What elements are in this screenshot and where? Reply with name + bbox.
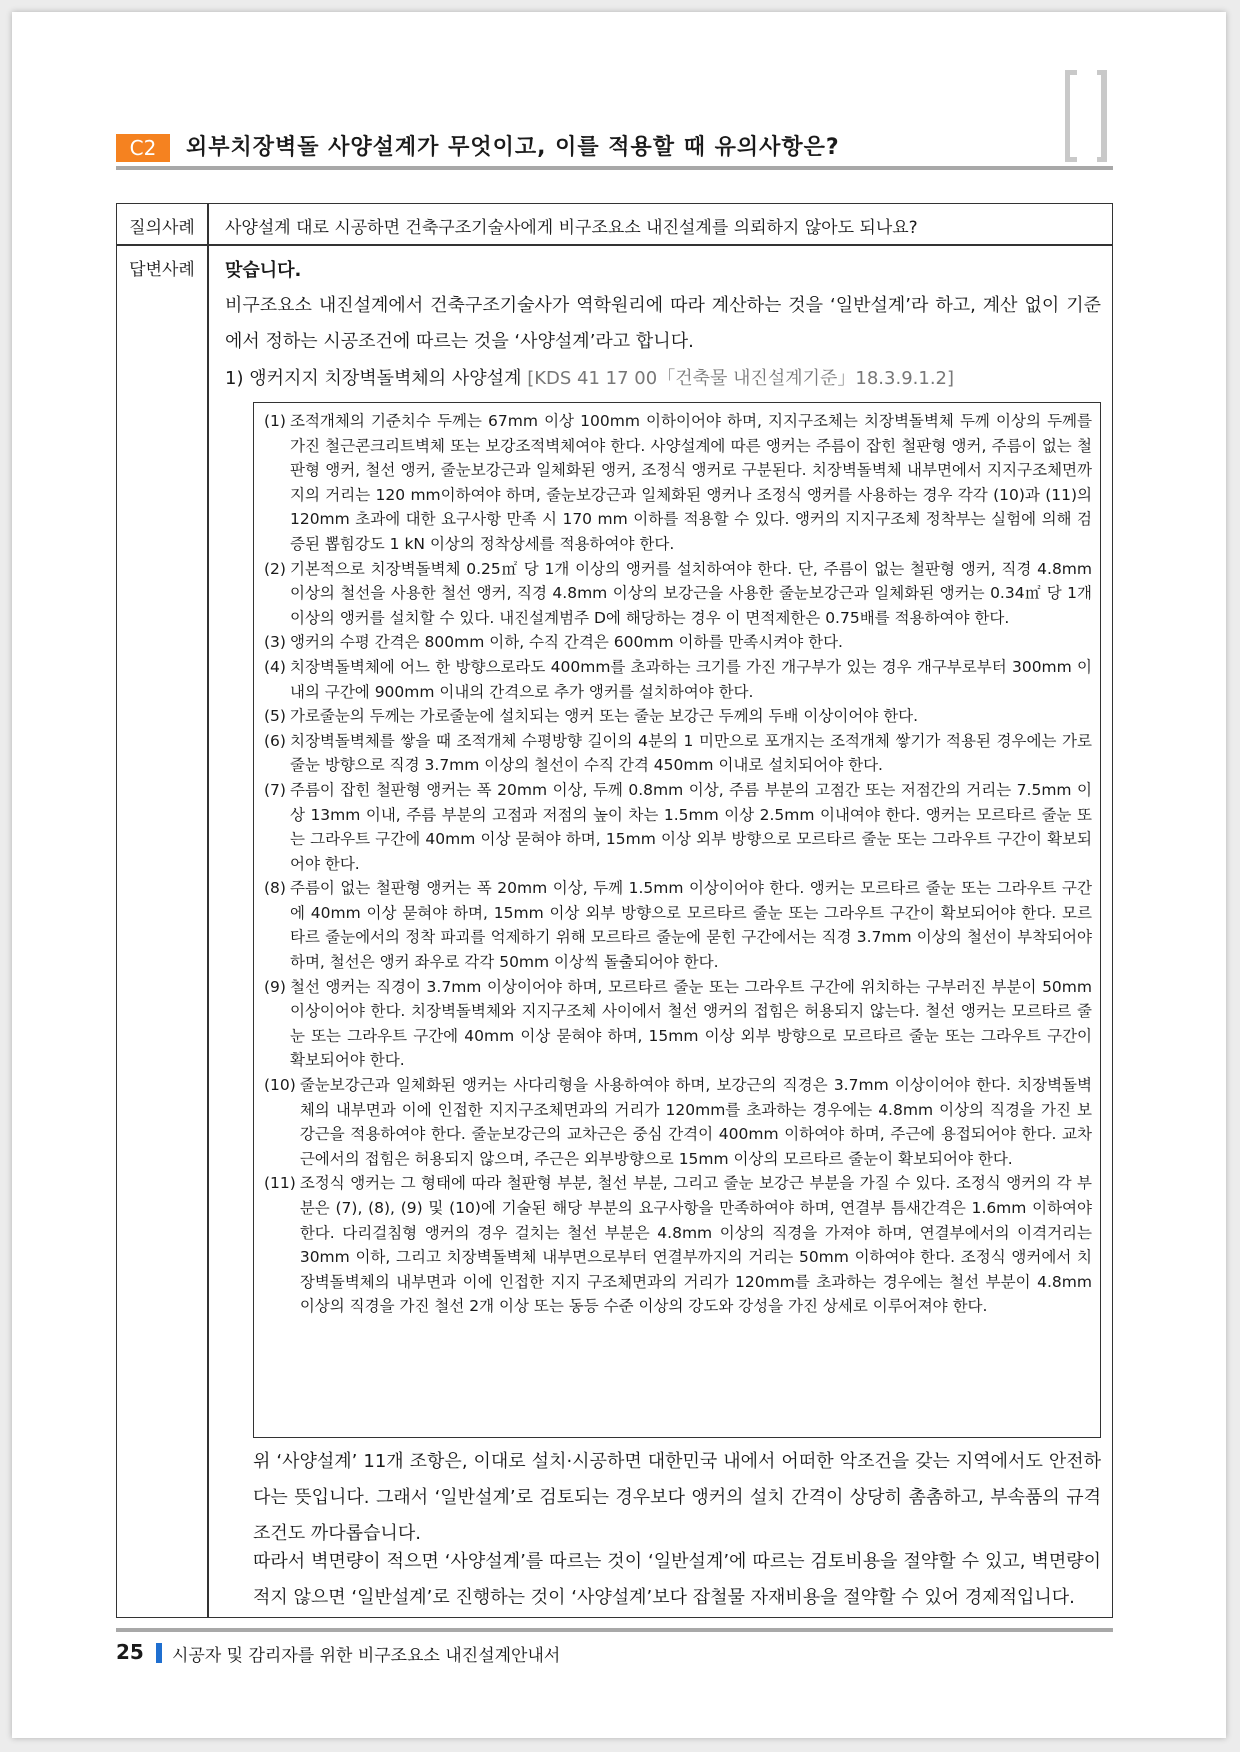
spec-item-text: 앵커의 수평 간격은 800mm 이하, 수직 간격은 600mm 이하를 만족시켜야 한다. [289,633,843,652]
spec-item [264,557,1092,631]
subsection-heading [225,364,954,390]
spec-item-text: 치장벽돌벽체를 쌓을 때 조적개체 수평방향 길이의 4분의 1 미만으로 포개지는 조적개체 쌓기가 적용된 경우에는 가로줄눈 방향으로 직경 3.7mm 이상의 철선이 수직 간격 450mm 이내로 설치되어야 한다. [289,731,1092,775]
spec-item-number: (2) [264,559,286,578]
spec-item-number: (8) [264,879,286,898]
spec-item-text: 기본적으로 치장벽돌벽체 0.25㎡ 당 1개 이상의 앵커를 설치하여야 한다. 단, 주름이 없는 철판형 앵커, 직경 4.8mm 이상의 철선을 사용한 철선 앵커, 직경 4.8mm 이상의 보강근을 사용한 줄눈보강근과 일체화된 앵커는 0.34㎡ 당 1개 이상의 앵커를 설치할 수 있다. 내진설계범주 D에 해당하는 경우 이 면적제한은 0.75배를 적용하여야 한다. [289,559,1092,627]
spec-item-text: 주름이 잡힌 철판형 앵커는 폭 20mm 이상, 두께 0.8mm 이상, 주름 부분의 고점간 또는 저점간의 거리는 7.5mm 이상 13mm 이내, 주름 부분의 고점과 저점의 높이 차는 1.5mm 이상 2.5mm 이내여야 한다. 앵커는 모르타르 줄눈 또는 그라우트 구간에 40mm 이상 묻혀야 하며, 15mm 이상 외부 방향으로 모르타르 줄눈 또는 그라우트 구간이 확보되어야 한다. [289,780,1092,873]
spec-item-number: (3) [264,633,286,652]
spec-item-number: (5) [264,707,286,726]
footer-divider [116,1628,1113,1632]
spec-item [264,975,1092,1073]
spec-item [264,876,1092,974]
spec-item [264,630,1092,655]
spec-item-text: 줄눈보강근과 일체화된 앵커는 사다리형을 사용하여야 하며, 보강근의 직경은 3.7mm 이상이어야 한다. 치장벽돌벽체의 내부면과 이에 인접한 지지구조체면과의 거리가 120mm를 초과하는 경우에는 4.8mm 이상의 직경을 가진 보강근을 적용하여야 한다. 줄눈보강근의 교차근은 중심 간격이 400mm 이하여야 하며, 주근에 용접되어야 한다. 교차근에서의 접힘은 허용되지 않으며, 주근은 외부방향으로 15mm 이상의 모르타르 줄눈이 확보되어야 한다. [299,1076,1092,1168]
answer-label: 답변사례 [129,260,195,280]
spec-item [264,704,1092,729]
subsection-title: 1) 앵커지지 치장벽돌벽체의 사양설계 [225,368,522,389]
question-label: 질의사례 [129,218,195,238]
footer-accent-bar [156,1643,162,1663]
spec-item-text: 철선 앵커는 직경이 3.7mm 이상이어야 하며, 모르타르 줄눈 또는 그라우트 구간에 위치하는 구부러진 부분이 50mm 이상이어야 한다. 치장벽돌벽체와 지지구조체 사이에서 철선 앵커의 접힘은 허용되지 않는다. 철선 앵커는 모르타르 줄눈 또는 그라우트 구간에 40mm 이상 묻혀야 하며, 15mm 이상 외부 방향으로 모르타르 줄눈 또는 그라우트 구간이 확보되어야 한다. [289,977,1092,1070]
spec-item [264,1073,1092,1171]
section-title: 외부치장벽돌 사양설계가 무엇이고, 이를 적용할 때 유의사항은? [186,135,840,160]
qa-table [116,203,1113,1618]
spec-item-text: 조적개체의 기준치수 두께는 67mm 이상 100mm 이하이어야 하며, 지지구조체는 치장벽돌벽체 두께 이상의 두께를 가진 철근콘크리트벽체 또는 보강조적벽체여야 한다. 사양설계에 따른 앵커는 주름이 잡힌 철판형 앵커, 주름이 없는 철판형 앵커, 철선 앵커, 줄눈보강근과 일체화된 앵커, 조정식 앵커로 구분된다. 치장벽돌벽체 내부면에서 지지구조체면까지의 거리는 120 mm이하여야 하며, 줄눈보강근과 일체화된 앵커나 조정식 앵커를 사용하는 경우 각각 (10)과 (11)의 120mm 초과에 대한 요구사항 만족 시 170 mm 이하를 적용할 수 있다. 앵커의 지지구조체 정착부는 실험에 의해 검증된 뽑힘강도 1 kN 이상의 정착상세를 적용하여야 한다. [289,412,1092,553]
answer-lead: 맞습니다. [225,260,302,281]
spec-item [264,1171,1092,1319]
page-number: 25 [116,1640,144,1664]
spec-item-text: 가로줄눈의 두께는 가로줄눈에 설치되는 앵커 또는 줄눈 보강근 두께의 두배 이상이어야 한다. [289,707,919,726]
spec-item [264,729,1092,778]
column-divider [207,204,209,1617]
section-header [116,132,1113,166]
spec-item-number: (1) [264,412,286,430]
spec-item-number: (10) [264,1076,296,1095]
answer-paragraph-1: 비구조요소 내진설계에서 건축구조기술사가 역학원리에 따라 계산하는 것을 ‘일반설계’라 하고, 계산 없이 기준에서 정하는 시공조건에 따르는 것을 ‘사양설계’라고 합니다. [225,295,1101,352]
spec-item-text: 치장벽돌벽체에 어느 한 방향으로라도 400mm를 초과하는 크기를 가진 개구부가 있는 경우 개구부로부터 300mm 이내의 구간에 900mm 이내의 간격으로 추가 앵커를 설치하여야 한다. [289,657,1092,701]
spec-item-number: (9) [264,977,286,996]
spec-item-number: (6) [264,731,286,750]
question-text: 사양설계 대로 시공하면 건축구조기술사에게 비구조요소 내진설계를 의뢰하지 않아도 되나요? [225,218,918,238]
spec-item-number: (7) [264,780,286,799]
spec-item [264,778,1092,876]
spec-item [264,655,1092,704]
spec-item-text: 주름이 없는 철판형 앵커는 폭 20mm 이상, 두께 1.5mm 이상이어야 한다. 앵커는 모르타르 줄눈 또는 그라우트 구간에 40mm 이상 묻혀야 하며, 15mm 이상 외부 방향으로 모르타르 줄눈 또는 그라우트 구간이 확보되어야 한다. 모르타르 줄눈에서의 정착 파괴를 억제하기 위해 모르타르 줄눈에 묻힌 구간에서는 직경 3.7mm 이상의 철선이 부착되어야 하며, 철선은 앵커 좌우로 각각 50mm 이상씩 돌출되어야 한다. [289,879,1092,972]
book-title: 시공자 및 감리자를 위한 비구조요소 내진설계안내서 [172,1646,561,1666]
row-divider [117,244,1112,246]
answer-paragraph-3: 따라서 벽면량이 적으면 ‘사양설계’를 따르는 것이 ‘일반설계’에 따르는 검토비용을 절약할 수 있고, 벽면량이 적지 않으면 ‘일반설계’로 진행하는 것이 ‘사양설계’보다 잡철물 자재비용을 절약할 수 있어 경제적입니다. [253,1551,1101,1608]
section-badge: C2 [116,134,170,162]
spec-item [264,409,1092,557]
spec-item-number: (11) [264,1174,296,1193]
code-reference: [KDS 41 17 00「건축물 내진설계기준」18.3.9.1.2] [527,368,955,389]
spec-item-text: 조정식 앵커는 그 형태에 따라 철판형 부분, 철선 부분, 그리고 줄눈 보강근 부분을 가질 수 있다. 조정식 앵커의 각 부분은 (7), (8), (9) 및 (10)에 기술된 해당 부분의 요구사항을 만족하여야 하며, 연결부 틈새간격은 1.6mm 이하여야 한다. 다리걸침형 앵커의 경우 걸치는 철선 부분은 4.8mm 이상의 직경을 가져야 하며, 연결부에서의 이격거리는 30mm 이하, 그리고 치장벽돌벽체 내부면으로부터 연결부까지의 거리는 50mm 이하여야 한다. 조정식 앵커에서 치장벽돌벽체의 내부면과 이에 인접한 지지 구조체면과의 거리가 120mm를 초과하는 경우에는 철선 부분이 4.8mm 이상의 직경을 가진 철선 2개 이상 또는 동등 수준 이상의 강도와 강성을 가진 상세로 이루어져야 한다. [299,1174,1092,1316]
spec-item-number: (4) [264,657,286,676]
specification-box [253,402,1101,1438]
answer-paragraph-2: 위 ‘사양설계’ 11개 조항은, 이대로 설치·시공하면 대한민국 내에서 어떠한 악조건을 갖는 지역에서도 안전하다는 뜻입니다. 그래서 ‘일반설계’로 검토되는 경우보다 앵커의 설치 간격이 상당히 촘촘하고, 부속품의 규격조건도 까다롭습니다. [253,1451,1101,1544]
header-divider [116,166,1113,170]
